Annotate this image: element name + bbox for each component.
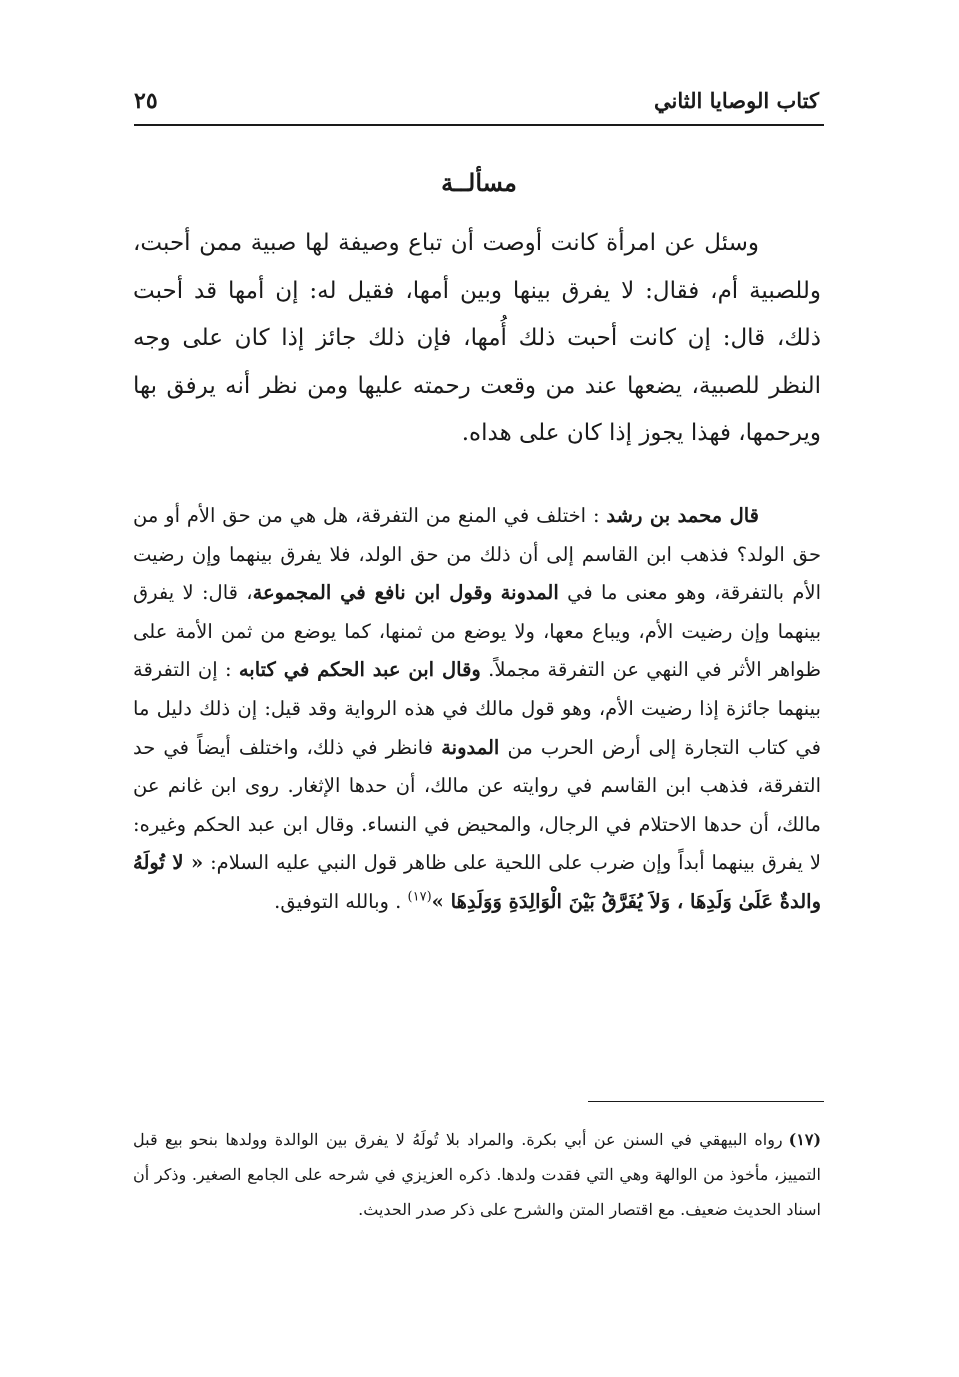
footnote bbox=[133, 1122, 821, 1227]
reference-ibn-nafi: وقول ابن نافع في المجموعة bbox=[252, 581, 493, 605]
section-title: مسألــة bbox=[441, 168, 517, 197]
question-text: وسئل عن امرأة كانت أوصت أن تباع وصيفة لها صبية ممن أحبت، وللصبية أم، فقال: لا يفرق بينها وبين أمها، فقيل له: إن أمها قد أحبت ذلك، قال: إن كانت أحبت ذلك أُمها، فإن ذلك جائز إذا كان على وجه النظر للصبية، يضعها عند من وقعت رحمته عليها ومن نظر أنه يرفق بها ويرحمها، فهذا يجوز إذا كان على هداه. bbox=[133, 230, 821, 446]
reference-mudawwana-2: المدونة bbox=[441, 735, 500, 759]
reference-ibn-abd-alhakam: وقال ابن عبد الحكم في كتابه bbox=[238, 658, 481, 682]
commentary-text-1: : اختلف في المنع من التفرقة، هل هي من حق الأم أو من حق الولد؟ فذهب ابن القاسم إلى أن ذلك من حق الولد، فلا يفرق بينهما وإن رضيت الأم بالتفرقة، وهو معنى ما في bbox=[133, 504, 822, 605]
commentary-author: قال محمد بن رشد bbox=[606, 504, 759, 527]
commentary-text-3: : إن التفرقة بينهما جائزة إذا رضيت الأم، وهو قول مالك في هذه الرواية وقد قيل: إن ذلك دليل ما في كتاب التجارة إلى أرض الحرب من bbox=[133, 658, 822, 759]
footnote-divider bbox=[588, 1101, 824, 1102]
commentary-text-2: ، قال: لا يفرق بينهما وإن رضيت الأم، ويباع معها، ولا يوضع من ثمنها، كما يوضع من ثمن الأمة على ظواهر الأثر في النهي عن التفرقة مجملاً. bbox=[133, 581, 821, 682]
hadith-quote: « لا تُولَهُ والدةٌ عَلَىٰ وَلَدِهَا ، وَلاَ يُفَرَّقُ بَيْنَ الْوَالِدَةِ وَوَلَدِهَا » bbox=[133, 851, 821, 913]
reference-mudawwana: المدونة bbox=[500, 581, 559, 605]
page-number: ٢٥ bbox=[134, 88, 158, 114]
commentary-closing: . وبالله التوفيق. bbox=[274, 889, 402, 913]
footnote-marker: (١٧) bbox=[788, 1130, 822, 1149]
commentary-text-4: فانظر في ذلك، واختلف أيضاً في حد التفرقة، فذهب ابن القاسم في روايته عن مالك، أن حدها الإثغار. روى ابن غانم عن مالك، أن حدها الاحتلام في الرجال، والمحيض في النساء. وقال ابن عبد الحكم وغيره: لا يفرق بينهما أبداً وإن ضرب على اللحية على ظاهر قول النبي عليه السلام: bbox=[133, 735, 821, 875]
footnote-reference[interactable]: (١٧) bbox=[407, 889, 432, 905]
commentary-paragraph bbox=[133, 497, 821, 922]
footnote-text: رواه البيهقي في السنن عن أبي بكرة. والمراد بلا تُولَهُ لا يفرق بين الوالدة وولدها بنحو بيع قبل التمييز، مأخوذ من الوالهة وهي التي فقدت ولدها. ذكره العزيزي في شرحه على الجامع الصغير. وذكر أن اسناد الحديث ضعيف. مع اقتصار المتن والشرح على ذكر صدر الحديث. bbox=[133, 1130, 821, 1219]
running-header-title: كتاب الوصايا الثاني bbox=[654, 88, 819, 113]
header-divider bbox=[134, 124, 824, 126]
question-paragraph bbox=[133, 220, 821, 458]
